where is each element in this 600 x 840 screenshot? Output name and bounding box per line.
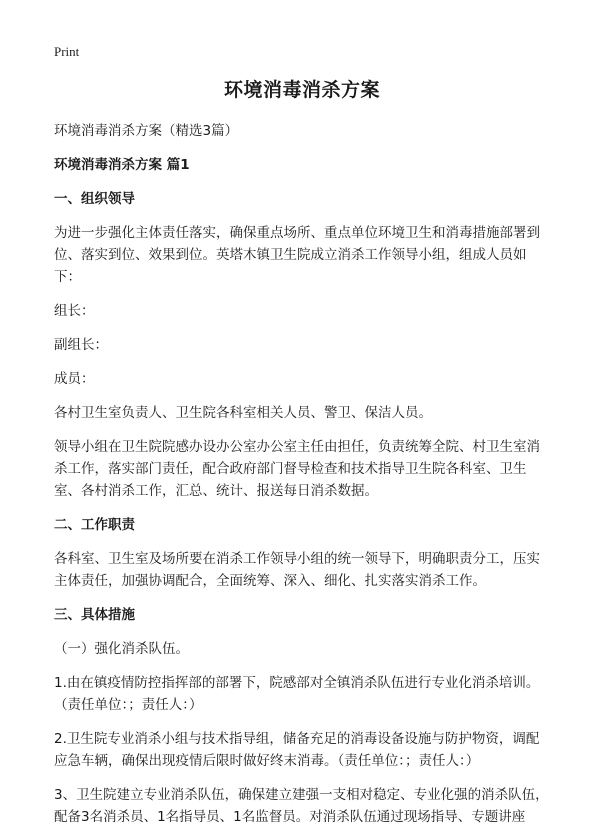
subheading-team: （一）强化消杀队伍。 <box>54 641 189 657</box>
section-title: 环境消毒消杀方案 篇1 <box>54 157 190 173</box>
heading-measures: 三、具体措施 <box>54 607 135 623</box>
heading-organization: 一、组织领导 <box>54 191 135 207</box>
list-item: 1.由在镇疫情防控指挥部的部署下，院感部对全镇消杀队伍进行专业化消杀培训。（责任单位：；责任人：） <box>54 675 540 713</box>
document-subtitle: 环境消毒消杀方案（精选3篇） <box>54 123 239 139</box>
list-item: 2.卫生院专业消杀小组与技术指导组，储备充足的消毒设备设施与防护物资，调配应急车辆，确保出现疫情后限时做好终末消毒。（责任单位：；责任人：） <box>54 731 540 769</box>
leader-line: 组长： <box>54 303 95 319</box>
paragraph-office: 领导小组在卫生院院感办设办公室办公室主任由担任，负责统筹全院、村卫生室消杀工作，落实部门责任，配合政府部门督导检查和技术指导卫生院各科室、卫生室、各村消杀工作，汇总、统计、报送每日消杀数据。 <box>54 439 540 499</box>
print-link[interactable]: Print <box>54 44 80 59</box>
members-line: 成员： <box>54 371 95 387</box>
paragraph-duties: 各科室、卫生室及场所要在消杀工作领导小组的统一领导下，明确职责分工，压实主体责任，加强协调配合，全面统筹、深入、细化、扎实落实消杀工作。 <box>54 551 540 589</box>
document-title: 环境消毒消杀方案 <box>223 79 380 101</box>
document-body <box>54 76 550 840</box>
paragraph-members: 各村卫生室负责人、卫生院各科室相关人员、警卫、保洁人员。 <box>54 405 432 421</box>
deputy-line: 副组长： <box>54 337 108 353</box>
list-item: 3、卫生院建立专业消杀队伍，确保建立建强一支相对稳定、专业化强的消杀队伍，配备3名消杀员、1名指导员、1名监督员。对消杀队伍通过现场指导、专题讲座 <box>54 787 549 825</box>
paragraph-intro: 为进一步强化主体责任落实，确保重点场所、重点单位环境卫生和消毒措施部署到位、落实到位、效果到位。英塔木镇卫生院成立消杀工作领导小组，组成人员如下： <box>54 225 540 285</box>
heading-duties: 二、工作职责 <box>54 517 135 533</box>
